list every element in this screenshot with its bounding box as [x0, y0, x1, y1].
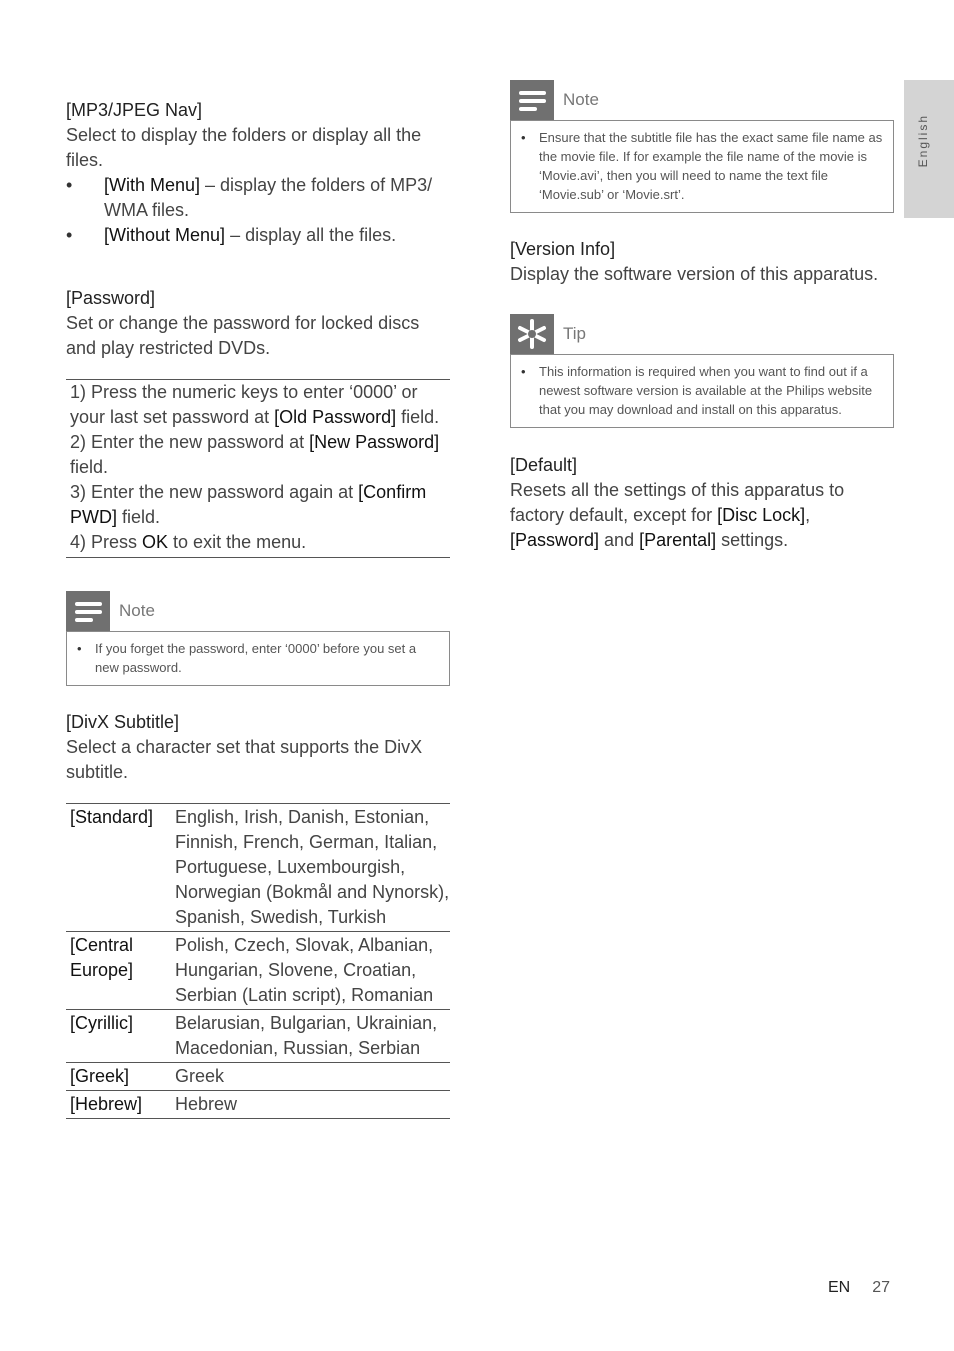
- desc-text: settings.: [716, 530, 789, 550]
- note-label: Note: [563, 90, 599, 109]
- password-title: [Password]: [66, 288, 156, 308]
- left-column: [66, 98, 450, 1119]
- table-row: [66, 1091, 450, 1119]
- divx-subtitle-section: [66, 710, 450, 1119]
- footer-language: EN: [828, 1279, 851, 1296]
- divx-subtitle-title: [DivX Subtitle]: [66, 712, 180, 732]
- step-text: field.: [70, 457, 109, 477]
- step-4: [70, 530, 446, 555]
- desc-text: and: [599, 530, 640, 550]
- table-row: [66, 932, 450, 1010]
- password-desc: Set or change the password for locked discs and play restricted DVDs.: [66, 313, 420, 358]
- desc-keyword: [Parental]: [639, 530, 717, 550]
- step-1: [70, 380, 446, 430]
- option-label: [Without Menu]: [104, 225, 226, 245]
- version-info-section: [510, 237, 894, 287]
- tip-asterisk-icon: [510, 314, 554, 354]
- page-footer: [828, 1279, 890, 1297]
- charset-name: [Greek]: [66, 1063, 175, 1091]
- desc-text: Resets all the settings of this apparatus to factory default, except for: [510, 480, 845, 525]
- step-text: field.: [396, 407, 440, 427]
- charset-languages: Polish, Czech, Slovak, Albanian, Hungarian, Slovene, Croatian, Serbian (Latin script), Romanian: [175, 932, 450, 1010]
- note-item: • If you forget the password, enter ‘0000’ before you set a new password.: [77, 639, 439, 677]
- step-text: 2) Enter the new password at: [70, 432, 310, 452]
- mp3-jpeg-nav-desc: Select to display the folders or display all the files.: [66, 125, 422, 170]
- note-body: [66, 631, 450, 686]
- note-body: [510, 120, 894, 213]
- charset-name: [Hebrew]: [66, 1091, 175, 1119]
- tip-header: [510, 314, 894, 354]
- version-info-desc: Display the software version of this apparatus.: [510, 264, 879, 284]
- step-keyword: [New Password]: [309, 432, 440, 452]
- table-row: [66, 804, 450, 932]
- right-column: [510, 80, 894, 553]
- charset-languages: English, Irish, Danish, Estonian, Finnish, French, German, Italian, Portuguese, Luxembourgish, Norwegian (Bokmål and Nynorsk), Spanish, Swedish, Turkish: [175, 804, 450, 932]
- mp3-jpeg-nav-options: [66, 173, 450, 248]
- mp3-jpeg-nav-section: [66, 98, 450, 248]
- subtitle-note: [510, 80, 894, 213]
- step-keyword: [Confirm PWD]: [70, 482, 427, 527]
- note-header: [510, 80, 894, 120]
- step-keyword: OK: [142, 532, 169, 552]
- step-2: [70, 430, 446, 480]
- mp3-jpeg-nav-title: [MP3/JPEG Nav]: [66, 100, 203, 120]
- tip-label: Tip: [563, 324, 586, 343]
- note-item: • Ensure that the subtitle file has the exact same file name as the movie file. If for example the file name of the movie is ‘Movie.avi’, then you will need to name the text file ‘Movie.sub’ or ‘Movie.srt’.: [521, 128, 883, 204]
- charset-languages: Belarusian, Bulgarian, Ukrainian, Macedonian, Russian, Serbian: [175, 1010, 450, 1063]
- list-item: [66, 223, 450, 248]
- table-row: [66, 1010, 450, 1063]
- version-info-title: [Version Info]: [510, 239, 616, 259]
- desc-keyword: [Password]: [510, 530, 600, 550]
- divx-subtitle-desc: Select a character set that supports the DivX subtitle.: [66, 737, 423, 782]
- charset-table: [66, 803, 450, 1119]
- charset-name: [Cyrillic]: [66, 1010, 175, 1063]
- charset-name: [Central Europe]: [66, 932, 175, 1010]
- password-section: [66, 286, 450, 686]
- default-desc: [510, 478, 894, 553]
- note-lines-icon: [510, 80, 554, 120]
- tip-box: [510, 314, 894, 428]
- page-number: 27: [872, 1279, 891, 1296]
- option-text: – display all the files.: [225, 225, 397, 245]
- step-3: [70, 480, 446, 530]
- tip-item: • This information is required when you want to find out if a newest software version is available at the Philips website that you may download and install on this apparatus.: [521, 362, 883, 419]
- language-side-tab-label: English: [916, 114, 930, 168]
- list-item: [66, 173, 450, 223]
- step-text: 4) Press: [70, 532, 143, 552]
- desc-keyword: [Disc Lock]: [717, 505, 806, 525]
- charset-languages: Hebrew: [175, 1091, 450, 1119]
- password-steps: [66, 379, 450, 558]
- language-side-tab: [904, 80, 954, 218]
- step-text: 1) Press the numeric keys to enter ‘0000’ or your last set password at: [70, 382, 418, 427]
- charset-name: [Standard]: [66, 804, 175, 932]
- default-title: [Default]: [510, 455, 578, 475]
- option-label: [With Menu]: [104, 175, 201, 195]
- default-section: [510, 453, 894, 553]
- charset-languages: Greek: [175, 1063, 450, 1091]
- step-keyword: [Old Password]: [274, 407, 397, 427]
- tip-body: [510, 354, 894, 428]
- step-text: to exit the menu.: [168, 532, 307, 552]
- step-text: 3) Enter the new password again at: [70, 482, 359, 502]
- password-note: [66, 591, 450, 686]
- desc-text: ,: [805, 505, 811, 525]
- note-header: [66, 591, 450, 631]
- step-text: field.: [117, 507, 161, 527]
- table-row: [66, 1063, 450, 1091]
- note-label: Note: [119, 601, 155, 620]
- note-lines-icon: [66, 591, 110, 631]
- option-text: – display the folders of MP3/ WMA files.: [104, 175, 433, 220]
